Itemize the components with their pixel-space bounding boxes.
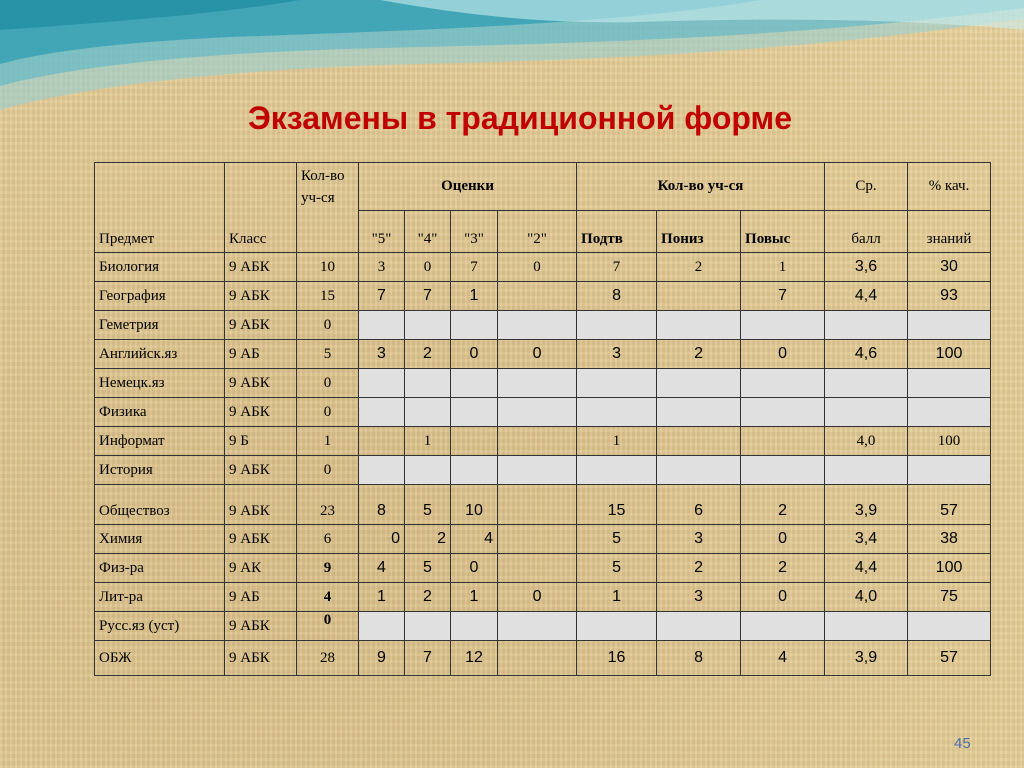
table-row <box>95 253 991 282</box>
cell-grade-2 <box>498 398 577 427</box>
header-quality-bottom: знаний <box>908 211 991 253</box>
cell-raised <box>741 456 825 485</box>
cell-grade-3 <box>451 456 498 485</box>
cell-quality: 30 <box>908 253 991 282</box>
cell-confirmed: 7 <box>577 253 657 282</box>
cell-confirmed: 1 <box>577 583 657 612</box>
cell-grade-4: 5 <box>405 554 451 583</box>
cell-grade-3 <box>451 612 498 641</box>
cell-grade-2 <box>498 612 577 641</box>
cell-average: 4,4 <box>825 282 908 311</box>
cell-class: 9 Б <box>225 427 297 456</box>
cell-raised: 7 <box>741 282 825 311</box>
header-grade-2: "2" <box>498 211 577 253</box>
cell-lowered <box>657 282 741 311</box>
cell-class: 9 АБК <box>225 369 297 398</box>
cell-grade-5 <box>359 398 405 427</box>
cell-quality <box>908 311 991 340</box>
cell-grade-4: 2 <box>405 525 451 554</box>
cell-quality: 100 <box>908 427 991 456</box>
cell-class: 9 АБ <box>225 340 297 369</box>
header-avg-bottom: балл <box>825 211 908 253</box>
cell-count: 1 <box>297 427 359 456</box>
table-row <box>95 282 991 311</box>
cell-grade-2 <box>498 525 577 554</box>
cell-raised: 2 <box>741 554 825 583</box>
cell-quality <box>908 369 991 398</box>
header-grade-4: "4" <box>405 211 451 253</box>
cell-grade-5 <box>359 311 405 340</box>
cell-average <box>825 311 908 340</box>
cell-grade-5 <box>359 369 405 398</box>
cell-raised <box>741 427 825 456</box>
cell-subject: ОБЖ <box>95 641 225 676</box>
cell-quality: 38 <box>908 525 991 554</box>
cell-confirmed <box>577 612 657 641</box>
cell-average <box>825 456 908 485</box>
cell-grade-2 <box>498 282 577 311</box>
cell-lowered <box>657 369 741 398</box>
cell-grade-3 <box>451 398 498 427</box>
header-confirmed: Подтв <box>577 211 657 253</box>
table-row <box>95 427 991 456</box>
header-class: Класс <box>225 163 297 253</box>
header-avg-top: Ср. <box>825 163 908 211</box>
cell-grade-2 <box>498 427 577 456</box>
cell-lowered <box>657 612 741 641</box>
cell-class: 9 АБ <box>225 583 297 612</box>
cell-subject: Биология <box>95 253 225 282</box>
cell-lowered <box>657 456 741 485</box>
cell-count: 0 <box>297 456 359 485</box>
cell-raised <box>741 369 825 398</box>
cell-quality: 93 <box>908 282 991 311</box>
cell-grade-4 <box>405 311 451 340</box>
cell-grade-5: 3 <box>359 253 405 282</box>
cell-raised: 0 <box>741 340 825 369</box>
cell-grade-5: 0 <box>359 525 405 554</box>
cell-confirmed <box>577 311 657 340</box>
cell-subject: Геметрия <box>95 311 225 340</box>
cell-grade-2: 0 <box>498 253 577 282</box>
cell-quality <box>908 398 991 427</box>
cell-lowered <box>657 311 741 340</box>
cell-confirmed: 5 <box>577 554 657 583</box>
cell-subject: Обществоз <box>95 485 225 525</box>
cell-confirmed: 16 <box>577 641 657 676</box>
cell-average: 4,4 <box>825 554 908 583</box>
cell-lowered: 3 <box>657 583 741 612</box>
cell-grade-3: 1 <box>451 583 498 612</box>
cell-grade-3 <box>451 369 498 398</box>
cell-count: 4 <box>297 583 359 612</box>
cell-count: 0 <box>297 311 359 340</box>
cell-average: 3,4 <box>825 525 908 554</box>
cell-grade-5: 3 <box>359 340 405 369</box>
cell-grade-2 <box>498 485 577 525</box>
table-row <box>95 525 991 554</box>
cell-grade-4: 7 <box>405 641 451 676</box>
header-grades-group: Оценки <box>359 163 577 211</box>
header-quality-top: % кач. <box>908 163 991 211</box>
cell-count: 9 <box>297 554 359 583</box>
cell-average: 3,6 <box>825 253 908 282</box>
cell-grade-2: 0 <box>498 583 577 612</box>
cell-average: 4,0 <box>825 427 908 456</box>
cell-grade-5: 8 <box>359 485 405 525</box>
cell-grade-5: 7 <box>359 282 405 311</box>
header-grade-5: "5" <box>359 211 405 253</box>
table-row <box>95 369 991 398</box>
cell-raised: 0 <box>741 525 825 554</box>
table-row <box>95 612 991 641</box>
cell-grade-2 <box>498 311 577 340</box>
cell-count: 10 <box>297 253 359 282</box>
cell-raised <box>741 612 825 641</box>
cell-grade-3: 0 <box>451 340 498 369</box>
table-row <box>95 583 991 612</box>
cell-raised: 1 <box>741 253 825 282</box>
cell-confirmed <box>577 456 657 485</box>
cell-grade-5: 9 <box>359 641 405 676</box>
cell-class: 9 АК <box>225 554 297 583</box>
cell-quality: 75 <box>908 583 991 612</box>
cell-raised: 2 <box>741 485 825 525</box>
cell-lowered: 2 <box>657 253 741 282</box>
cell-grade-3: 7 <box>451 253 498 282</box>
cell-confirmed: 15 <box>577 485 657 525</box>
cell-grade-2 <box>498 641 577 676</box>
cell-grade-5: 4 <box>359 554 405 583</box>
cell-count: 0 <box>297 612 359 641</box>
cell-average: 4,0 <box>825 583 908 612</box>
cell-class: 9 АБК <box>225 311 297 340</box>
cell-grade-2 <box>498 456 577 485</box>
cell-average <box>825 398 908 427</box>
table-row <box>95 554 991 583</box>
cell-confirmed: 8 <box>577 282 657 311</box>
cell-grade-5 <box>359 612 405 641</box>
cell-confirmed <box>577 369 657 398</box>
cell-quality: 57 <box>908 641 991 676</box>
cell-lowered: 2 <box>657 554 741 583</box>
table-row <box>95 485 991 525</box>
cell-quality <box>908 612 991 641</box>
cell-grade-5 <box>359 456 405 485</box>
cell-confirmed: 5 <box>577 525 657 554</box>
cell-subject: Русс.яз (уст) <box>95 612 225 641</box>
cell-subject: Информат <box>95 427 225 456</box>
cell-subject: История <box>95 456 225 485</box>
cell-raised: 4 <box>741 641 825 676</box>
cell-lowered <box>657 427 741 456</box>
cell-grade-4 <box>405 456 451 485</box>
cell-grade-2 <box>498 554 577 583</box>
slide-number: 45 <box>954 735 971 752</box>
cell-grade-4 <box>405 369 451 398</box>
cell-class: 9 АБК <box>225 641 297 676</box>
cell-count: 0 <box>297 398 359 427</box>
cell-confirmed: 1 <box>577 427 657 456</box>
cell-grade-3: 10 <box>451 485 498 525</box>
cell-class: 9 АБК <box>225 282 297 311</box>
header-students-group: Кол-во уч-ся <box>577 163 825 211</box>
cell-grade-4 <box>405 398 451 427</box>
cell-grade-4: 5 <box>405 485 451 525</box>
cell-count: 23 <box>297 485 359 525</box>
cell-subject: Немецк.яз <box>95 369 225 398</box>
cell-lowered <box>657 398 741 427</box>
cell-count: 15 <box>297 282 359 311</box>
header-subject: Предмет <box>95 163 225 253</box>
cell-grade-4: 7 <box>405 282 451 311</box>
header-grade-3: "3" <box>451 211 498 253</box>
cell-count: 28 <box>297 641 359 676</box>
cell-grade-4: 2 <box>405 340 451 369</box>
cell-grade-5 <box>359 427 405 456</box>
cell-grade-4: 0 <box>405 253 451 282</box>
cell-grade-3: 1 <box>451 282 498 311</box>
cell-average: 3,9 <box>825 485 908 525</box>
cell-count: 0 <box>297 369 359 398</box>
table-row <box>95 311 991 340</box>
cell-class: 9 АБК <box>225 525 297 554</box>
cell-subject: География <box>95 282 225 311</box>
cell-class: 9 АБК <box>225 485 297 525</box>
cell-raised <box>741 311 825 340</box>
cell-lowered: 8 <box>657 641 741 676</box>
table-row <box>95 641 991 676</box>
cell-grade-4: 1 <box>405 427 451 456</box>
cell-quality <box>908 456 991 485</box>
header-raised: Повыс <box>741 211 825 253</box>
cell-quality: 100 <box>908 340 991 369</box>
cell-grade-5: 1 <box>359 583 405 612</box>
cell-average <box>825 369 908 398</box>
cell-average <box>825 612 908 641</box>
cell-raised <box>741 398 825 427</box>
cell-subject: Физика <box>95 398 225 427</box>
page-title: Экзамены в традиционной форме <box>247 100 792 136</box>
cell-grade-3: 4 <box>451 525 498 554</box>
cell-class: 9 АБК <box>225 612 297 641</box>
cell-lowered: 3 <box>657 525 741 554</box>
header-lowered: Пониз <box>657 211 741 253</box>
cell-count: 6 <box>297 525 359 554</box>
cell-lowered: 6 <box>657 485 741 525</box>
cell-class: 9 АБК <box>225 456 297 485</box>
cell-grade-4: 2 <box>405 583 451 612</box>
cell-raised: 0 <box>741 583 825 612</box>
cell-subject: Лит-ра <box>95 583 225 612</box>
header-student-count: Кол-во уч-ся <box>297 163 359 253</box>
table-row <box>95 398 991 427</box>
cell-subject: Химия <box>95 525 225 554</box>
cell-grade-4 <box>405 612 451 641</box>
cell-class: 9 АБК <box>225 398 297 427</box>
cell-average: 4,6 <box>825 340 908 369</box>
cell-grade-2: 0 <box>498 340 577 369</box>
cell-confirmed: 3 <box>577 340 657 369</box>
cell-average: 3,9 <box>825 641 908 676</box>
cell-count: 5 <box>297 340 359 369</box>
cell-grade-2 <box>498 369 577 398</box>
cell-grade-3: 12 <box>451 641 498 676</box>
cell-quality: 57 <box>908 485 991 525</box>
cell-grade-3: 0 <box>451 554 498 583</box>
cell-grade-3 <box>451 311 498 340</box>
cell-quality: 100 <box>908 554 991 583</box>
cell-lowered: 2 <box>657 340 741 369</box>
cell-subject: Физ-ра <box>95 554 225 583</box>
cell-grade-3 <box>451 427 498 456</box>
exam-results-table <box>94 162 991 676</box>
cell-confirmed <box>577 398 657 427</box>
table-row <box>95 340 991 369</box>
cell-class: 9 АБК <box>225 253 297 282</box>
cell-subject: Английск.яз <box>95 340 225 369</box>
table-row <box>95 456 991 485</box>
